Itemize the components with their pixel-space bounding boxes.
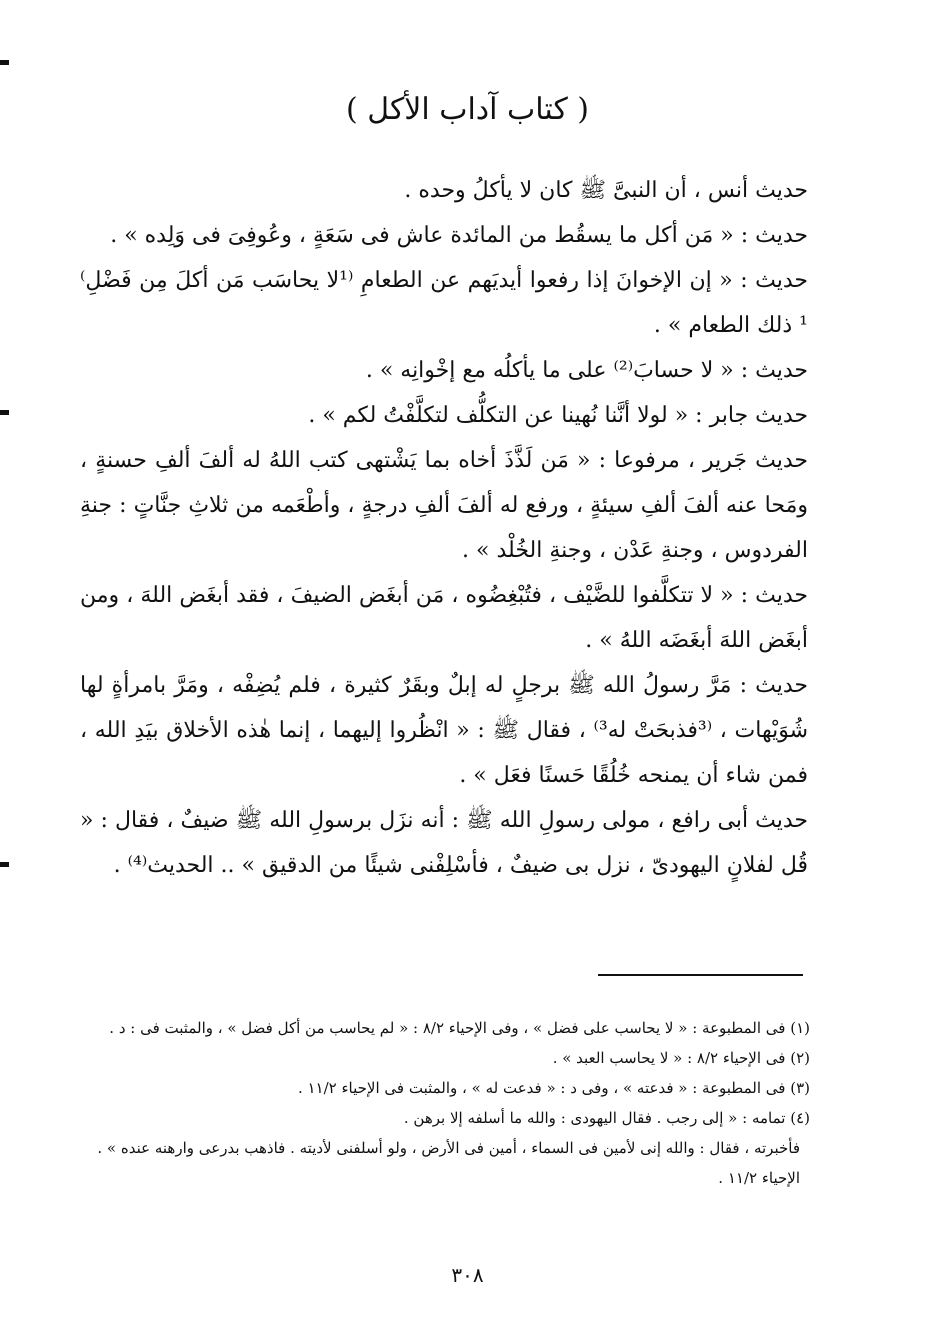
chapter-title: ( كتاب آداب الأكل ) — [346, 92, 589, 127]
footnote-continuation: فأخبرته ، فقال : والله إنى لأمين فى السماء ، أمين فى الأرض ، ولو أسلفنى لأديته . فاذهب بدرعى وارهنه عنده » . الإحياء ١١/٢ . — [97, 1139, 800, 1187]
hadith-paragraph: حديث : « لا حسابَ⁽²⁾ على ما يأكلُه مع إخْوانِه » . — [365, 358, 808, 383]
page-number: ٣٠٨ — [451, 1263, 484, 1287]
scan-edge-mark — [0, 60, 9, 65]
footnote: (٢) فى الإحياء ٨/٢ : « لا يحاسب العبد » . — [552, 1049, 810, 1067]
hadith-paragraph: حديث جَرير ، مرفوعا : « مَن لَذَّذَ أخاه بما يَشْتهى كتب اللهُ له ألفَ ألفِ حسنةٍ ، ومَحا عنه ألفَ ألفِ سيئةٍ ، ورفع له ألفَ ألفِ درجةٍ ، وأطْعَمه من ثلاثِ جنَّاتٍ : جنةِ الفردوس ، وجنةِ عَدْن ، وجنةِ الخُلْد » . — [80, 448, 808, 563]
scan-edge-mark — [0, 410, 9, 415]
hadith-paragraph: حديث أبى رافع ، مولى رسولِ الله ﷺ : أنه نزَل برسولِ الله ﷺ ضيفٌ ، فقال : « قُل لفلانٍ اليهودىّ ، نزل بى ضيفٌ ، فأسْلِفْنى شيئًا من الدقيق » .. الحديث⁽⁴⁾ . — [80, 808, 808, 878]
footnotes — [80, 1013, 810, 1193]
hadith-paragraph: حديث أنس ، أن النبىَّ ﷺ كان لا يأكلُ وحده . — [404, 178, 808, 203]
hadith-body — [80, 168, 808, 888]
hadith-paragraph: حديث : « لا تتكلَّفوا للضَّيْف ، فتُبْغِضُوه ، مَن أبغَض الضيفَ ، فقد أبغَض اللهَ ، ومن أبغَض اللهَ أبغَضَه اللهُ » . — [80, 583, 808, 653]
scan-edge-mark — [0, 862, 9, 867]
footnote: (١) فى المطبوعة : « لا يحاسب على فضل » ، وفى الإحياء ٨/٢ : « لم يحاسب من أكل فضل » ، والمثبت فى : د . — [109, 1019, 810, 1037]
hadith-paragraph: حديث : « إن الإخوانَ إذا رفعوا أيديَهم عن الطعامِ ⁽¹لا يحاسَب مَن أكلَ مِن فَضْلِ⁾¹ ذلك الطعام » . — [80, 268, 809, 338]
footnote: (٣) فى المطبوعة : « فدعته » ، وفى د : « فدعت له » ، والمثبت فى الإحياء ١١/٢ . — [297, 1079, 810, 1097]
hadith-paragraph: حديث جابر : « لولا أنَّنا نُهينا عن التكلُّف لتكلَّفْتُ لكم » . — [308, 403, 808, 428]
footnote-separator — [598, 974, 803, 976]
hadith-paragraph: حديث : مَرَّ رسولُ الله ﷺ برجلٍ له إبلٌ وبقَرٌ كثيرة ، فلم يُضِفْه ، ومَرَّ بامرأةٍ لها شُوَيْهات ، ⁽³فذبحَتْ له³⁾ ، فقال ﷺ : « انْظُروا إليهما ، إنما هٰذه الأخلاق بيَدِ الله ، فمن شاء أن يمنحه خُلُقًا حَسنًا فعَل » . — [80, 673, 809, 788]
hadith-paragraph: حديث : « مَن أكل ما يسقُط من المائدة عاش فى سَعَةٍ ، وعُوفِىَ فى وَلِده » . — [110, 223, 808, 248]
footnote: (٤) تمامه : « إلى رجب . فقال اليهودى : والله ما أسلفه إلا برهن . — [403, 1109, 810, 1127]
